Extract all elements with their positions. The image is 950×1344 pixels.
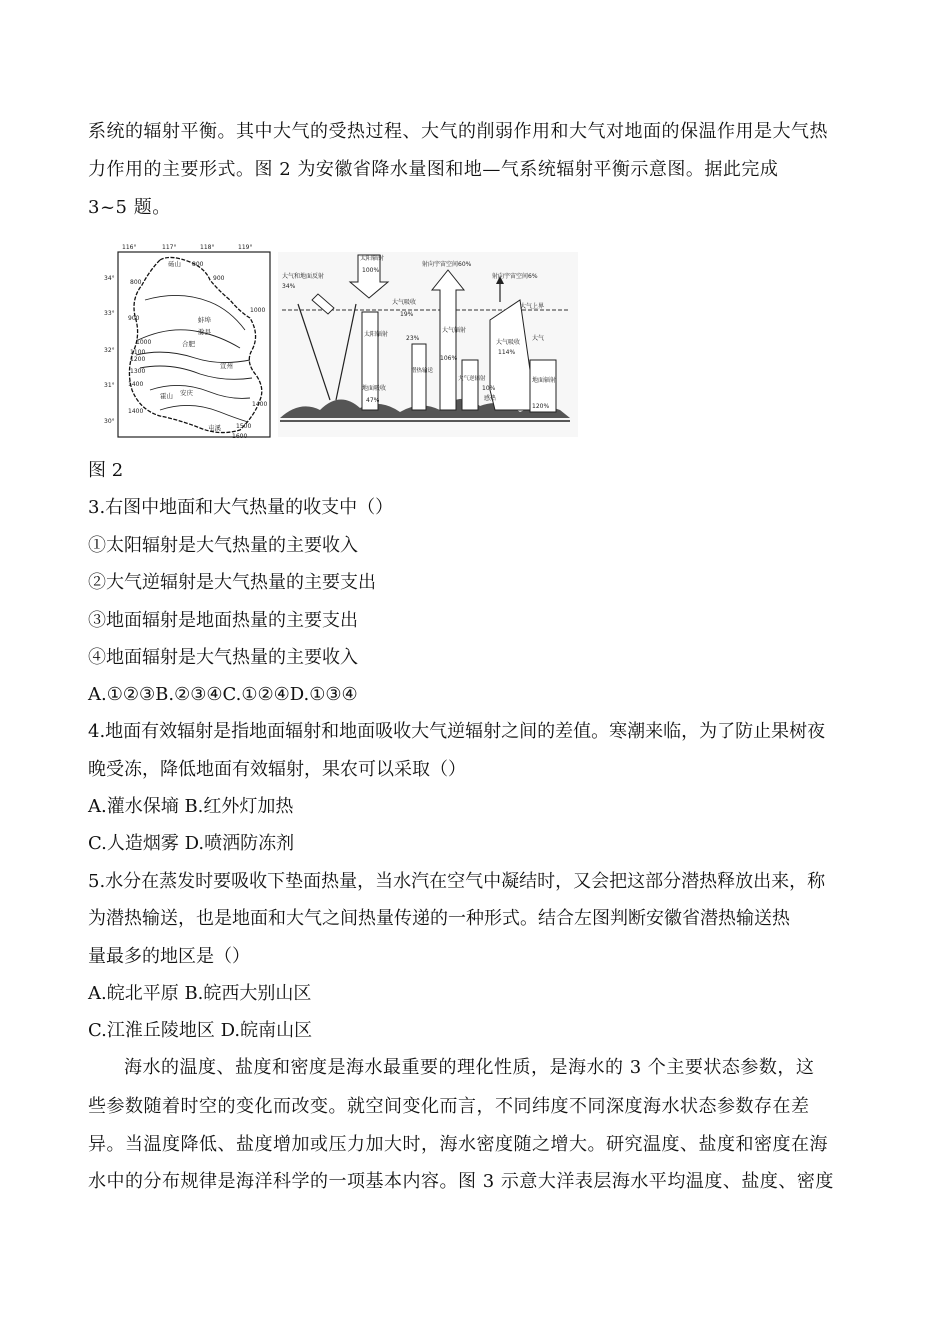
question-5-stem: 为潜热输送，也是地面和大气之间热量传递的一种形式。结合左图判断安徽省潜热输送热 (88, 908, 790, 929)
lat-label: 33° (104, 310, 115, 317)
diagram-label: 地面辐射 (532, 377, 557, 384)
place-name: 滁县 (198, 328, 211, 336)
isoline-value: 1400 (128, 408, 144, 415)
isoline-value: 1400 (252, 401, 268, 408)
isoline (140, 366, 252, 379)
place-name: 合肥 (182, 340, 195, 348)
diagram-label: 潜热输送 (411, 368, 434, 374)
figure-caption: 图 2 (88, 460, 124, 481)
diagram-label: 100% (362, 267, 380, 274)
diagram-label: 大气逆辐射 (458, 376, 486, 382)
diagram-label: 感热 (484, 395, 497, 402)
radiation-balance-diagram (278, 252, 578, 437)
intro-line-1: 系统的辐射平衡。其中大气的受热过程、大气的削弱作用和大气对地面的保温作用是大气热 (88, 121, 828, 142)
lon-label: 116° (122, 244, 137, 251)
isoline-value: 1600 (232, 433, 248, 440)
isoline-value: 800 (192, 261, 204, 268)
question-4-option: C.人造烟雾 D.喷洒防冻剂 (88, 833, 295, 854)
lat-label: 31° (104, 382, 115, 389)
lat-label: 34° (104, 275, 115, 282)
place-name: 霍山 (160, 392, 173, 400)
diagram-label: 106% (440, 355, 458, 362)
isoline-value: 1000 (136, 339, 152, 346)
question-3-option: ③地面辐射是地面热量的主要支出 (88, 610, 358, 631)
isoline-value: 1300 (130, 368, 146, 375)
diagram-label: 34% (282, 283, 296, 290)
question-3-option: ②大气逆辐射是大气热量的主要支出 (88, 572, 376, 593)
diagram-label: 射向宇宙空间6% (492, 273, 538, 280)
isoline (136, 352, 250, 362)
latent-heat-column (412, 344, 426, 410)
isoline-value: 800 (130, 279, 142, 286)
isoline-value: 1100 (130, 349, 146, 356)
question-5-stem: 5.水分在蒸发时要吸收下垫面热量，当水汽在空气中凝结时，又会把这部分潜热释放出来，称 (88, 871, 826, 892)
place-name: 砀山 (168, 260, 181, 268)
surface-absorption-column (362, 312, 378, 410)
question-3-option: ①太阳辐射是大气热量的主要收入 (88, 535, 358, 556)
lon-label: 118° (200, 244, 215, 251)
diagram-label: 大气上界 (520, 303, 545, 310)
place-name: 安庆 (180, 389, 193, 397)
diagram-label: 太阳辐射 (360, 255, 385, 262)
diagram-label: 114% (498, 349, 516, 356)
passage-line-3: 异。当温度降低、盐度增加或压力加大时，海水密度随之增大。研究温度、盐度和密度在海 (88, 1134, 828, 1155)
diagram-label: 射向宇宙空间60% (422, 261, 472, 268)
intro-line-3: 3~5 题。 (88, 197, 171, 218)
question-3-choices: A.①②③B.②③④C.①②④D.①③④ (88, 684, 358, 705)
question-5-option: C.江淮丘陵地区 D.皖南山区 (88, 1020, 313, 1041)
back-radiation-column (462, 360, 478, 410)
question-5-option: A.皖北平原 B.皖西大别山区 (88, 983, 312, 1004)
lon-label: 117° (162, 244, 177, 251)
question-4-option: A.灌水保墒 B.红外灯加热 (88, 796, 294, 817)
diagram-label: 大气吸收 (496, 339, 521, 346)
question-4-stem: 晚受冻，降低地面有效辐射，果农可以采取（） (88, 759, 466, 780)
isoline-value: 1000 (250, 307, 266, 314)
isoline-value: 1500 (236, 423, 252, 430)
question-4-stem: 4.地面有效辐射是指地面辐射和地面吸收大气逆辐射之间的差值。寒潮来临，为了防止果树夜 (88, 721, 826, 742)
diagram-label: 120% (532, 403, 550, 410)
passage-line-1: 海水的温度、盐度和密度是海水最重要的理化性质，是海水的 3 个主要状态参数，这 (124, 1057, 815, 1078)
intro-line-2: 力作用的主要形式。图 2 为安徽省降水量图和地—气系统辐射平衡示意图。据此完成 (88, 159, 779, 180)
lon-label: 119° (238, 244, 253, 251)
diagram-label: 10% (482, 385, 496, 392)
place-name: 蚌埠 (198, 316, 211, 324)
passage-line-2: 些参数随着时空的变化而改变。就空间变化而言，不同纬度不同深度海水状态参数存在差 (88, 1096, 810, 1117)
diagram-label: 大气和地面反射 (282, 273, 325, 280)
passage-line-4: 水中的分布规律是海洋科学的一项基本内容。图 3 示意大洋表层海水平均温度、盐度、密度 (88, 1171, 834, 1192)
diagram-label: 大气辐射 (442, 327, 467, 334)
lat-label: 30° (104, 418, 115, 425)
place-name: 宣州 (220, 362, 233, 370)
diagram-label: 47% (366, 397, 380, 404)
isoline-value: 900 (213, 275, 225, 282)
isoline-value: 1400 (128, 381, 144, 388)
diagram-label: 23% (406, 335, 420, 342)
diagram-label: 太阳辐射 (364, 331, 389, 338)
isoline-value: 1200 (130, 356, 146, 363)
diagram-label: 19% (400, 311, 414, 318)
place-name: 屯溪 (208, 424, 221, 432)
diagram-label: 大气吸收 (392, 299, 417, 306)
isoline (145, 295, 245, 330)
diagram-label: 地面吸收 (362, 385, 387, 392)
question-5-stem: 量最多的地区是（） (88, 946, 250, 967)
figure-2 (100, 240, 580, 440)
isoline-value: 900 (128, 315, 140, 322)
anhui-precipitation-map (104, 244, 270, 440)
diagram-label: 大气 (532, 335, 545, 342)
lat-label: 32° (104, 347, 115, 354)
question-3-stem: 3.右图中地面和大气热量的收支中（） (88, 497, 394, 518)
question-3-option: ④地面辐射是大气热量的主要收入 (88, 647, 358, 668)
